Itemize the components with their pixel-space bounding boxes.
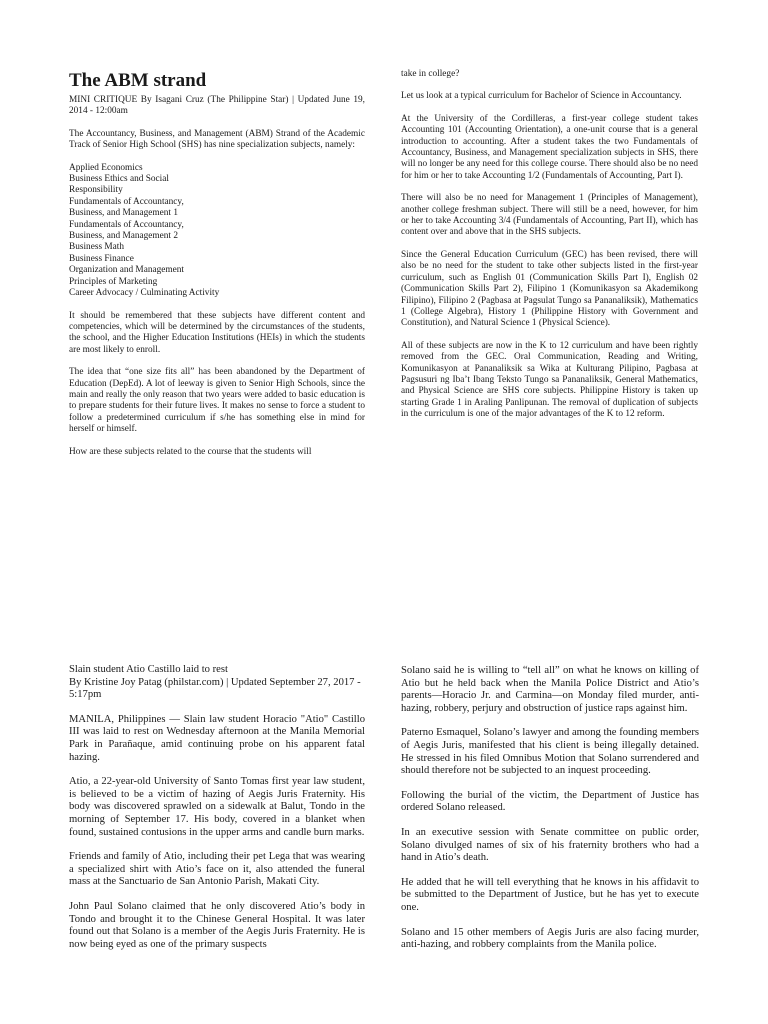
list-item: Business Math (69, 242, 125, 253)
list-item: Fundamentals of Accountancy, (69, 219, 184, 230)
paragraph: He added that he will tell everything that he knows in his affidavit to be submitted to the Department of Justice, but he has yet to execute one. (401, 876, 699, 913)
list-item: Career Advocacy / Culminating Activity (69, 288, 220, 299)
list-item: Business, and Management 2 (69, 231, 178, 242)
list-item: Business Finance (69, 253, 134, 264)
list-item: Principles of Marketing (69, 276, 158, 287)
list-item: Business Ethics and Social (69, 174, 169, 185)
paragraph: All of these subjects are now in the K to 12 curriculum and have been rightly removed from the GEC. Oral Communication, Reading and Writing, Komunikasyon at Pananaliksik sa Wika at Kulturang Pilipino, Pagbasa at Pagsusuri ng Iba’t Ibang Teksto Tungo sa Pananaliksik, General Mathematics, and Physical Science are SHS core subjects. Philippine History is taken up starting Grade 1 in Araling Panlipunan. The removal of duplication of subjects in the curriculum is one of the major advantages of the K to 12 reform. (401, 340, 698, 420)
subject-list (69, 163, 365, 300)
article1-right-column (401, 69, 698, 421)
list-item: Fundamentals of Accountancy, (69, 196, 184, 207)
article-byline: MINI CRITIQUE By Isagani Cruz (The Philippine Star) | Updated June 19, 2014 - 12:00am (69, 95, 365, 117)
paragraph: There will also be no need for Management 1 (Principles of Management), another college freshman subject. There will still be a need, however, for him or her to take Accounting 3/4 (Fundamentals of Accounting, Part II), which has content over and above that in the SHS subjects. (401, 193, 698, 238)
paragraph: take in college? (401, 69, 460, 79)
list-item: Applied Economics (69, 162, 143, 173)
paragraph: In an executive session with Senate committee on public order, Solano divulged names of six of his fraternity brothers who had a hand in Atio’s death. (401, 826, 699, 864)
paragraph: The idea that “one size fits all” has been abandoned by the Department of Education (DepEd). A lot of leeway is given to Senior High Schools, since the main and really the only reason that two years were added to basic education is to prepare students for their future lives. It makes no sense to force a student to follow a predetermined curriculum if s/he has something else in mind for herself or himself. (69, 367, 365, 435)
paragraph: Friends and family of Atio, including their pet Lega that was wearing a specialized shirt with Atio’s face on it, also attended the funeral mass at the Sanctuario de San Antonio Parish, Makati City. (69, 851, 365, 888)
list-item: Responsibility (69, 185, 123, 196)
article2-left-column (69, 664, 365, 963)
article-title: The ABM strand (69, 70, 207, 91)
paragraph: MANILA, Philippines — Slain law student Horacio "Atio" Castillo III was laid to rest on Wednesday afternoon at the Manila Memorial Park in Parañaque, amid continuing probe on his apparent fatal hazing. (69, 713, 365, 763)
paragraph: Paterno Esmaquel, Solano’s lawyer and among the founding members of Aegis Juris, manifested that his client is being illegally detained. He stressed in his filed Omnibus Motion that Solano surrendered and should therefore not be subjected to an inquest proceeding. (401, 727, 699, 777)
paragraph: Following the burial of the victim, the Department of Justice has ordered Solano released. (401, 789, 699, 814)
paragraph: Atio, a 22-year-old University of Santo Tomas first year law student, is believed to be a victim of hazing of Aegis Juris Fraternity. His body was discovered sprawled on a sidewalk at Balut, Tondo in the morning of September 17. His body, covered in a blanket when found, sustained contusions in the upper arms and candle burn marks. (69, 776, 365, 838)
paragraph: The Accountancy, Business, and Management (ABM) Strand of the Academic Track of Senior High School (SHS) has nine specialization subjects, namely: (69, 128, 365, 151)
list-item: Business, and Management 1 (69, 208, 178, 219)
paragraph: Since the General Education Curriculum (GEC) has been revised, there will also be no need for the student to take other subjects listed in the first-year curriculum, such as English 01 (Communication Skills Part I), English 02 (Communication Skills Part 2), Filipino 1 (Komunikasyon sa Akademikong Filipino), Filipino 2 (Pagbasa at Pagsulat Tungo sa Pananaliksik), Mathematics 1 (College Algebra), History 1 (Philippine History with Government and Constitution), and Natural Science 1 (Physical Science). (401, 249, 698, 329)
article-headline: Slain student Atio Castillo laid to rest (69, 664, 228, 675)
paragraph: Let us look at a typical curriculum for Bachelor of Science in Accountancy. (401, 91, 682, 102)
paragraph: At the University of the Cordilleras, a first-year college student takes Accounting 101 (Accounting Orientation), a one-unit course that is a general introduction to accounting. After a student takes the two Fundamentals of Accountancy, Business, and Management specialization subjects in SHS, there will no longer be any need for this college course. There should also be no need for him or her to take Accounting 1/2 (Fundamentals of Accounting, Part I). (401, 113, 698, 181)
paragraph: John Paul Solano claimed that he only discovered Atio’s body in Tondo and brought it to the Chinese General Hospital. It was later found out that Solano is a member of the Aegis Juris Fraternity. He is now being eyed as one of the primary suspects (69, 900, 365, 950)
paragraph: How are these subjects related to the course that the students will (69, 446, 312, 457)
paragraph: Solano said he is willing to “tell all” on what he knows on killing of Atio but he held back when the Manila Police District and Atio’s parents—Horacio Jr. and Carmina—on Monday filed murder, anti-hazing, robbery, perjury and obstruction of justice raps against him. (401, 665, 699, 714)
article2-right-column (401, 665, 699, 964)
article-byline: By Kristine Joy Patag (philstar.com) | Updated September 27, 2017 - 5:17pm (69, 676, 361, 701)
list-item: Organization and Management (69, 265, 184, 276)
article1-left-column (69, 70, 365, 458)
paragraph: It should be remembered that these subjects have different content and competencies, which will be determined by the circumstances of the students, the school, and the Higher Education Institutions (HEIs) in which the students are most likely to enroll. (69, 310, 365, 355)
paragraph: Solano and 15 other members of Aegis Juris are also facing murder, anti-hazing, and robbery complaints from the Manila police. (401, 926, 699, 951)
